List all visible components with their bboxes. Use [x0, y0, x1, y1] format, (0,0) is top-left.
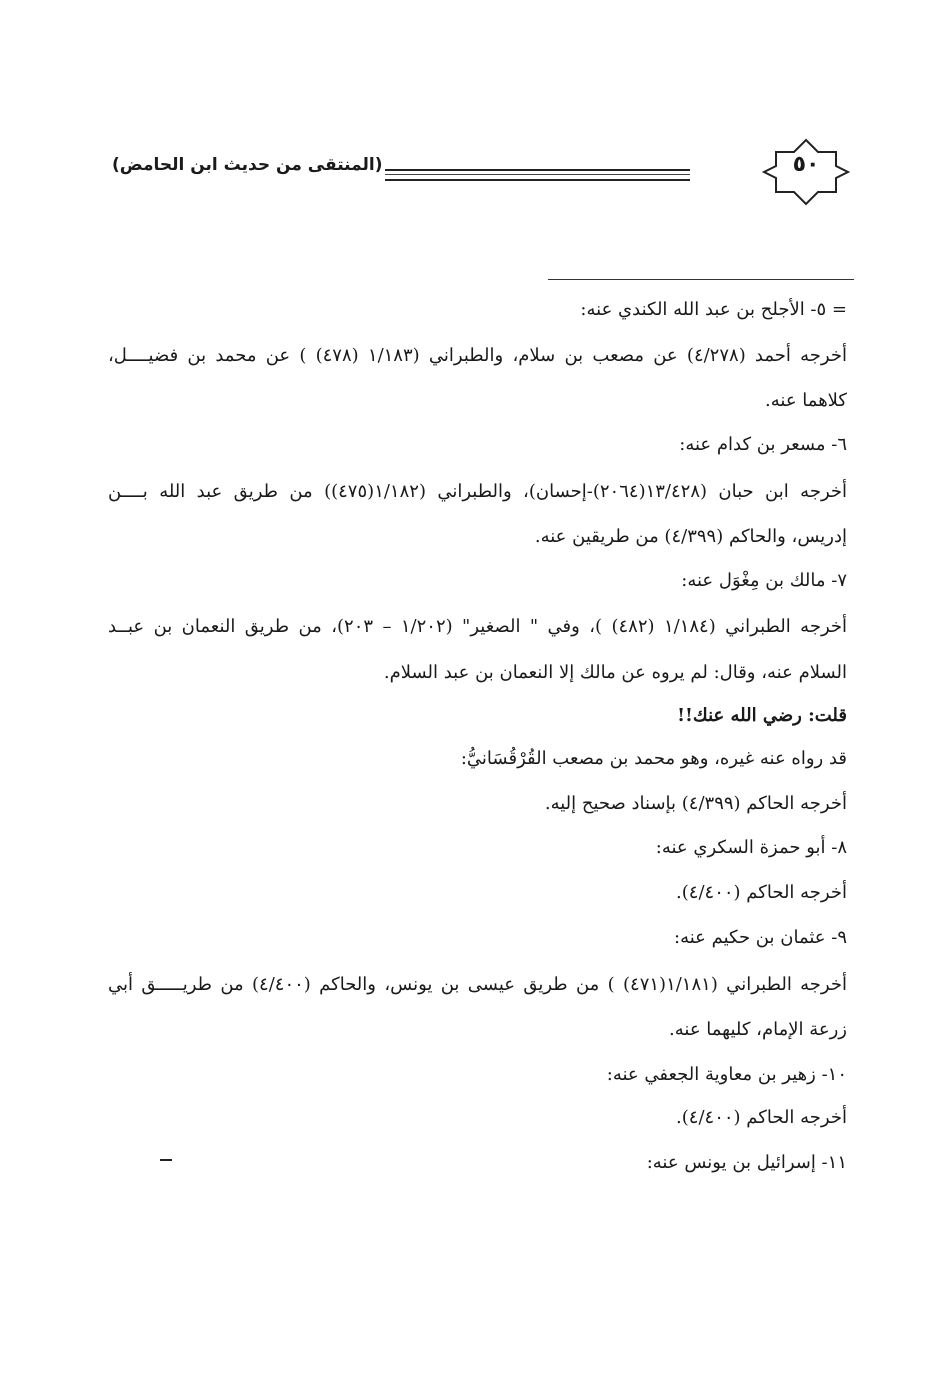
running-header-title: (المنتقى من حديث ابن الحامض)	[112, 155, 383, 175]
entry-heading: ٧- مالك بن مِغْوَل عنه:	[681, 570, 847, 591]
text-line: أخرجه أحمد (٤/٢٧٨) عن مصعب بن سلام، والطبراني (١/١٨٣ (٤٧٨) ) عن محمد بن فضيــــل،	[108, 345, 847, 366]
text-line: أخرجه الحاكم (٤/٤٠٠).	[676, 882, 847, 903]
text-line: زرعة الإمام، كليهما عنه.	[669, 1019, 847, 1040]
text-line: أخرجه ابن حبان (١٣/٤٢٨(٢٠٦٤)-إحسان)، والطبراني (١/١٨٢(٤٧٥)) من طريق عبد الله بــــن	[108, 481, 848, 502]
entry-heading: ١٠- زهير بن معاوية الجعفي عنه:	[606, 1064, 847, 1085]
entry-heading: ٩- عثمان بن حكيم عنه:	[674, 927, 847, 948]
text-line: السلام عنه، وقال: لم يروه عن مالك إلا النعمان بن عبد السلام.	[383, 662, 847, 683]
text-line: أخرجه الطبراني (١/١٨١(٤٧١) ) من طريق عيسى بن يونس، والحاكم (٤/٤٠٠) من طريـــــق أبي	[108, 974, 847, 995]
text-line: أخرجه الطبراني (١/١٨٤ (٤٨٢) )، وفي " الصغير" (١/٢٠٢ – ٢٠٣)، من طريق النعمان بن عبــد	[108, 616, 848, 637]
remark-line: قلت: رضي الله عنك!!	[677, 705, 847, 726]
text-line: إدريس، والحاكم (٤/٣٩٩) من طريقين عنه.	[534, 526, 847, 547]
entry-heading: ٦- مسعر بن كدام عنه:	[679, 434, 847, 455]
text-line: كلاهما عنه.	[765, 390, 847, 411]
page-number: ٥٠	[792, 152, 820, 177]
footnote-divider	[548, 279, 854, 280]
continuation-mark	[160, 1159, 172, 1161]
text-line: قد رواه عنه غيره، وهو محمد بن مصعب القُرْقُسَانيُّ:	[460, 748, 847, 769]
header-rule	[385, 169, 690, 181]
text-line: أخرجه الحاكم (٤/٣٩٩) بإسناد صحيح إليه.	[544, 793, 847, 814]
entry-heading: ١١- إسرائيل بن يونس عنه:	[646, 1152, 847, 1173]
entry-heading: = ٥- الأجلح بن عبد الله الكندي عنه:	[580, 299, 847, 320]
entry-heading: ٨- أبو حمزة السكري عنه:	[655, 837, 847, 858]
text-line: أخرجه الحاكم (٤/٤٠٠).	[676, 1107, 847, 1128]
